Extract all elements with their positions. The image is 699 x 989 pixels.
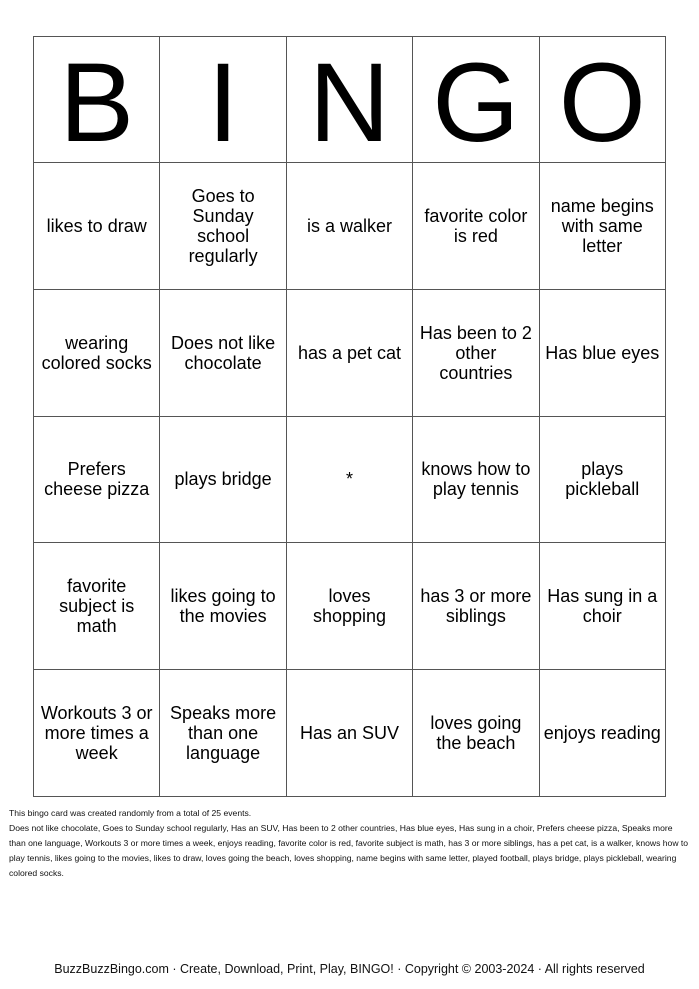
bingo-cell: plays bridge [160,416,286,543]
bingo-row [34,543,666,670]
bingo-row [34,670,666,797]
bingo-cell: knows how to play tennis [413,416,539,543]
bingo-cell: Goes to Sunday school regularly [160,163,286,290]
bingo-row [34,289,666,416]
bingo-cell: Does not like chocolate [160,289,286,416]
bingo-cell: Workouts 3 or more times a week [34,670,160,797]
card-description [9,806,691,881]
bingo-cell: Has an SUV [286,670,412,797]
bingo-cell: loves going the beach [413,670,539,797]
header-letter-i: I [160,37,286,163]
header-letter-n: N [286,37,412,163]
bingo-cell: favorite subject is math [34,543,160,670]
header-letter-b: B [34,37,160,163]
bingo-cell: enjoys reading [539,670,665,797]
bingo-cell: plays pickleball [539,416,665,543]
bingo-cell: loves shopping [286,543,412,670]
bingo-cell: is a walker [286,163,412,290]
description-event-list: Does not like chocolate, Goes to Sunday school regularly, Has an SUV, Has been to 2 other countries, Has blue eyes, Has sung in a choir, Prefers cheese pizza, Speaks more than one language, Workouts 3 or more times a week, enjoys reading, favorite color is red, favorite subject is math, has 3 or more siblings, has a pet cat, is a walker, knows how to play tennis, likes going to the movies, likes to draw, loves going the beach, loves shopping, name begins with same letter, played football, plays bridge, plays pickleball, wearing colored socks. [9,823,689,878]
page-footer: BuzzBuzzBingo.com · Create, Download, Print, Play, BINGO! · Copyright © 2003-2024 · All rights reserved [54,962,645,976]
bingo-row [34,163,666,290]
bingo-cell: Speaks more than one language [160,670,286,797]
description-intro: This bingo card was created randomly from a total of 25 events. [9,808,252,818]
bingo-cell: wearing colored socks [34,289,160,416]
bingo-cell: name begins with same letter [539,163,665,290]
bingo-card [33,36,666,797]
bingo-header-row [34,37,666,163]
free-space-cell: * [286,416,412,543]
bingo-cell: has a pet cat [286,289,412,416]
bingo-cell: has 3 or more siblings [413,543,539,670]
bingo-cell: likes to draw [34,163,160,290]
bingo-cell: Has blue eyes [539,289,665,416]
bingo-cell: Has sung in a choir [539,543,665,670]
header-letter-o: O [539,37,665,163]
bingo-cell: favorite color is red [413,163,539,290]
bingo-cell: Prefers cheese pizza [34,416,160,543]
bingo-cell: Has been to 2 other countries [413,289,539,416]
bingo-cell: likes going to the movies [160,543,286,670]
bingo-row [34,416,666,543]
header-letter-g: G [413,37,539,163]
